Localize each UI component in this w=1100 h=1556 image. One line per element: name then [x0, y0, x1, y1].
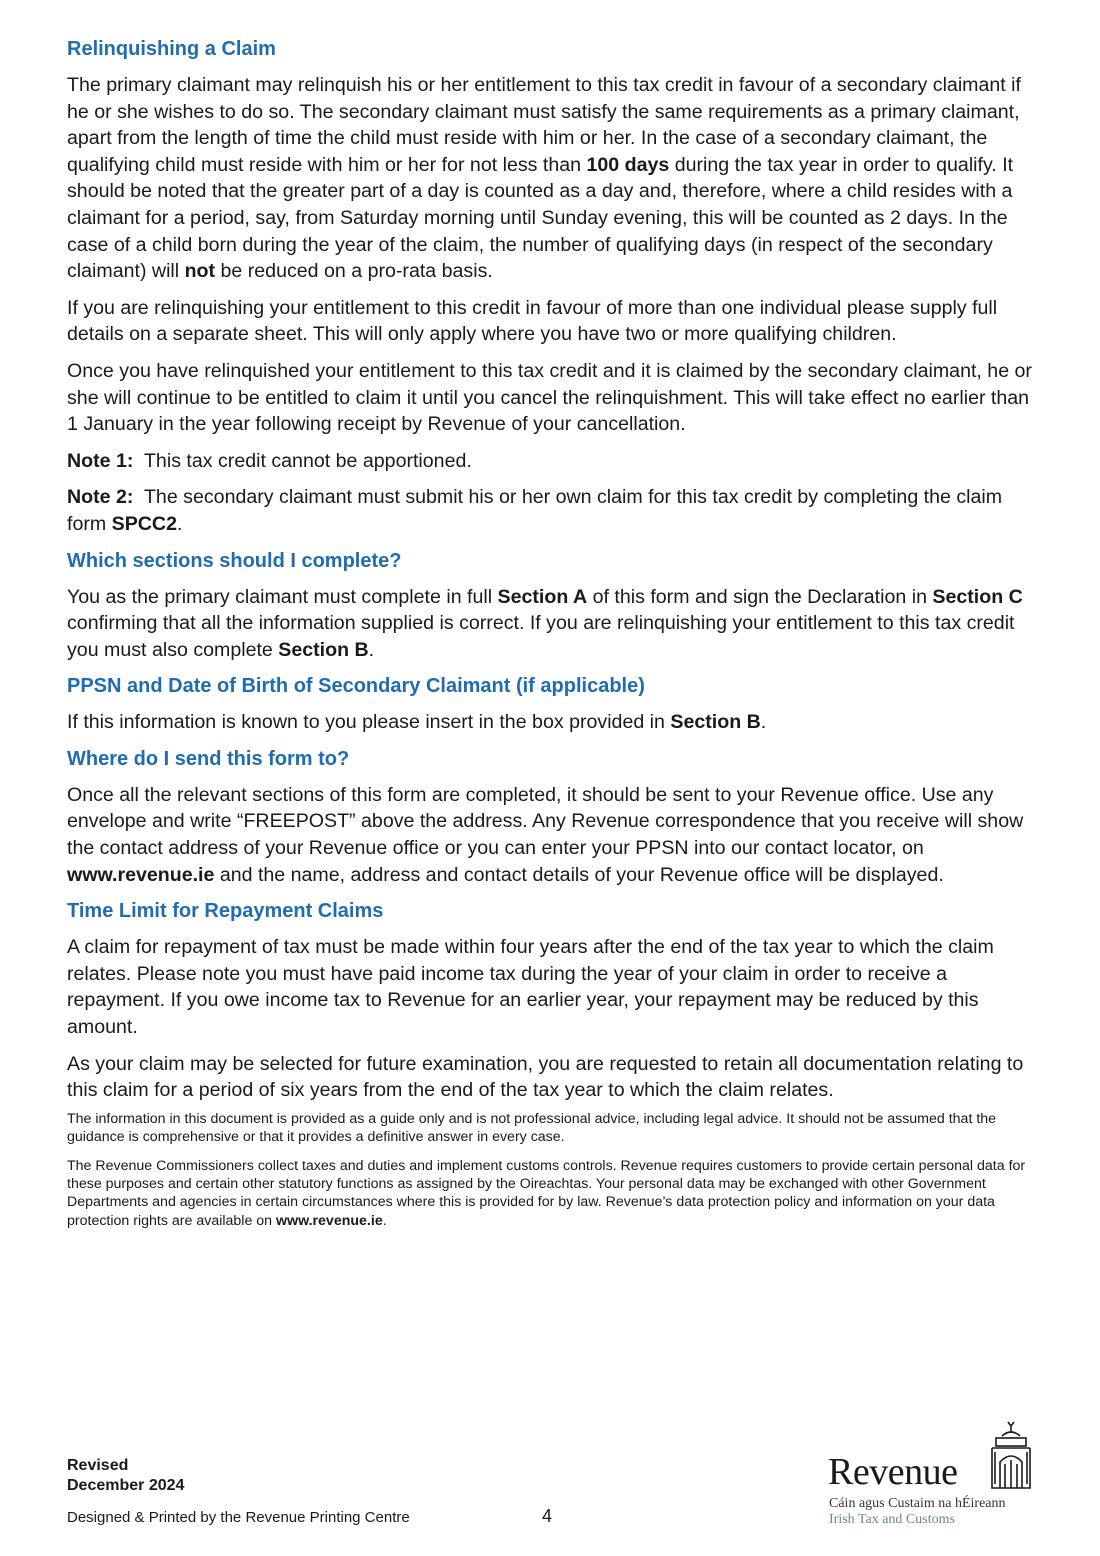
paragraph-relinquishing-2: If you are relinquishing your entitlement to this credit in favour of more than one individual please supply full details on a separate sheet. This will only apply where you have two or more qualifying children. [67, 296, 998, 346]
note-1: Note 1: This tax credit cannot be apportioned. [67, 449, 472, 472]
logo-wordmark: Revenue [828, 1451, 958, 1493]
revenue-link-2[interactable]: www.revenue.ie [276, 1212, 383, 1229]
custom-house-gate-icon [988, 1420, 1034, 1490]
heading-relinquishing: Relinquishing a Claim [67, 38, 276, 60]
logo-english-text: Irish Tax and Customs [829, 1512, 955, 1527]
revenue-logo [828, 1420, 1038, 1530]
paragraph-where-send: Once all the relevant sections of this form are completed, it should be sent to your Revenue office. Use any envelope and write “FREEPOST” above the address. Any Revenue correspondence that you receive will show the contact address of your Revenue office or you can enter your PPSN into our contact locator, on www.revenue.ie and the name, address and contact details of your Revenue office will be displayed. [67, 783, 1024, 886]
paragraph-time-limit-1: A claim for repayment of tax must be made within four years after the end of the tax year to which the claim relates. Please note you must have paid income tax during the year of your claim in order to receive a repayment. If you owe income tax to Revenue for an earlier year, your repayment may be reduced by this amount. [67, 936, 994, 1039]
paragraph-which-sections: You as the primary claimant must complete in full Section A of this form and sign the Declaration in Section C confirming that all the information supplied is correct. If you are relinquishing your entitlement to this tax credit you must also complete Section B. [67, 585, 1023, 661]
document-page [67, 36, 1042, 1240]
printed-by: Designed & Printed by the Revenue Printing Centre [67, 1509, 410, 1526]
page-number: 4 [542, 1506, 553, 1526]
disclaimer-2: The Revenue Commissioners collect taxes and duties and implement customs controls. Revenue requires customers to provide certain personal data for these purposes and certain other statutory functions as assigned by the Oireachtas. Your personal data may be exchanged with other Government Departments and agencies in certain circumstances where this is provided for by law. Revenue’s data protection policy and information on your data protection rights are available on www.revenue.ie. [67, 1157, 1026, 1229]
paragraph-relinquishing-1: The primary claimant may relinquish his or her entitlement to this tax credit in favour of a secondary claimant if he or she wishes to do so. The secondary claimant must satisfy the same requirements as a primary claimant, apart from the length of time the child must reside with him or her. In the case of a secondary claimant, the qualifying child must reside with him or her for not less than 100 days during the tax year in order to qualify. It should be noted that the greater part of a day is counted as a day and, therefore, where a child resides with a claimant for a period, say, from Saturday morning until Sunday evening, this will be counted as 2 days. In the case of a child born during the year of the claim, the number of qualifying days (in respect of the secondary claimant) will not be reduced on a pro-rata basis. [67, 74, 1021, 283]
heading-time-limit: Time Limit for Repayment Claims [67, 900, 384, 923]
disclaimer-1: The information in this document is provided as a guide only and is not professional advice, including legal advice. It should not be assumed that the guidance is comprehensive or that it provides a definitive answer in every case. [67, 1110, 997, 1146]
revenue-link[interactable]: www.revenue.ie [67, 863, 215, 886]
logo-irish-text: Cáin agus Custaim na hÉireann [829, 1496, 1006, 1511]
heading-which-sections: Which sections should I complete? [67, 549, 402, 572]
note-2: Note 2: The secondary claimant must submit his or her own claim for this tax credit by completing the claim form SPCC2. [67, 486, 1003, 535]
paragraph-relinquishing-3: Once you have relinquished your entitlement to this tax credit and it is claimed by the secondary claimant, he or she will continue to be entitled to claim it until you cancel the relinquishment. This will take effect no earlier than 1 January in the year following receipt by Revenue of your cancellation. [67, 359, 1032, 436]
heading-where-send: Where do I send this form to? [67, 747, 350, 770]
heading-ppsn: PPSN and Date of Birth of Secondary Claimant (if applicable) [67, 675, 645, 698]
revised-date: Revised December 2024 [67, 1457, 185, 1494]
paragraph-ppsn: If this information is known to you please insert in the box provided in Section B. [67, 711, 767, 734]
paragraph-time-limit-2: As your claim may be selected for future examination, you are requested to retain all documentation relating to this claim for a period of six years from the end of the tax year to which the claim relates. [67, 1052, 1024, 1102]
